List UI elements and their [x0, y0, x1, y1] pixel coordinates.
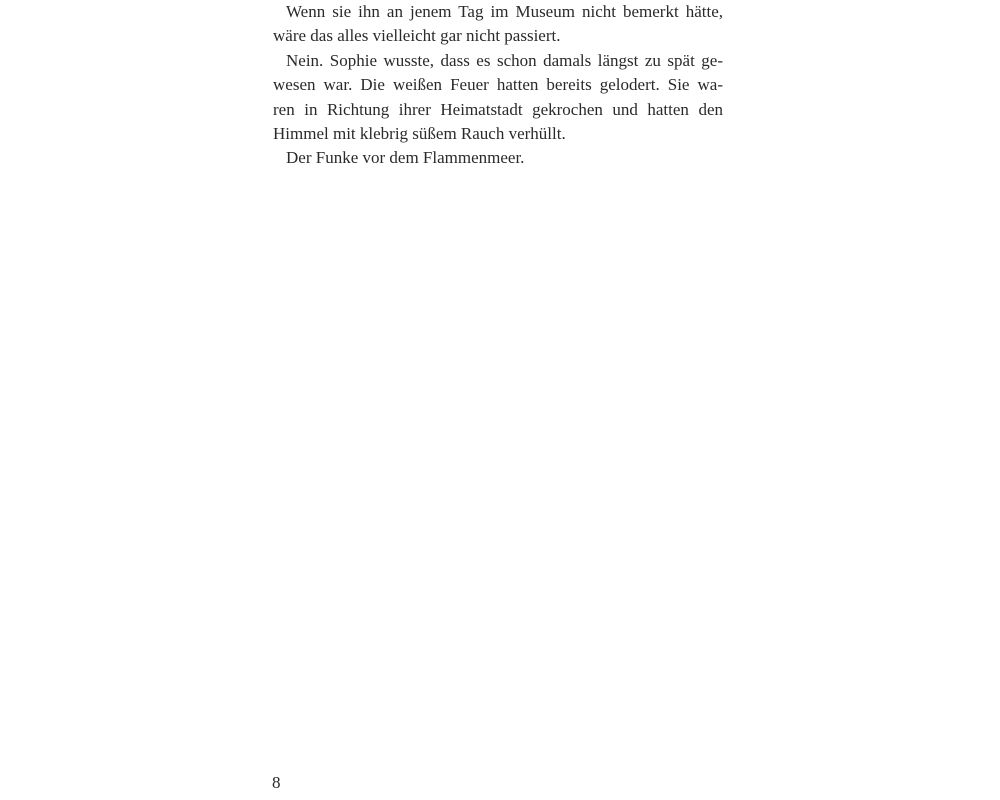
text-line: wesen war. Die weißen Feuer hatten bereits gelodert. Sie wa-	[273, 75, 723, 95]
text-line: ren in Richtung ihrer Heimatstadt gekrochen und hatten den	[273, 99, 723, 119]
body-text	[273, 0, 723, 171]
text-line: wäre das alles vielleicht gar nicht passiert.	[273, 26, 561, 46]
paragraph	[273, 146, 723, 170]
text-line: Nein. Sophie wusste, dass es schon damals längst zu spät ge-	[286, 50, 723, 70]
text-line: Der Funke vor dem Flammenmeer.	[286, 148, 525, 168]
text-line: Himmel mit klebrig süßem Rauch verhüllt.	[273, 123, 566, 143]
page-number: 8	[272, 773, 281, 792]
text-line: Wenn sie ihn an jenem Tag im Museum nicht bemerkt hätte,	[286, 2, 723, 21]
paragraph	[273, 0, 723, 49]
paragraph	[273, 49, 723, 147]
